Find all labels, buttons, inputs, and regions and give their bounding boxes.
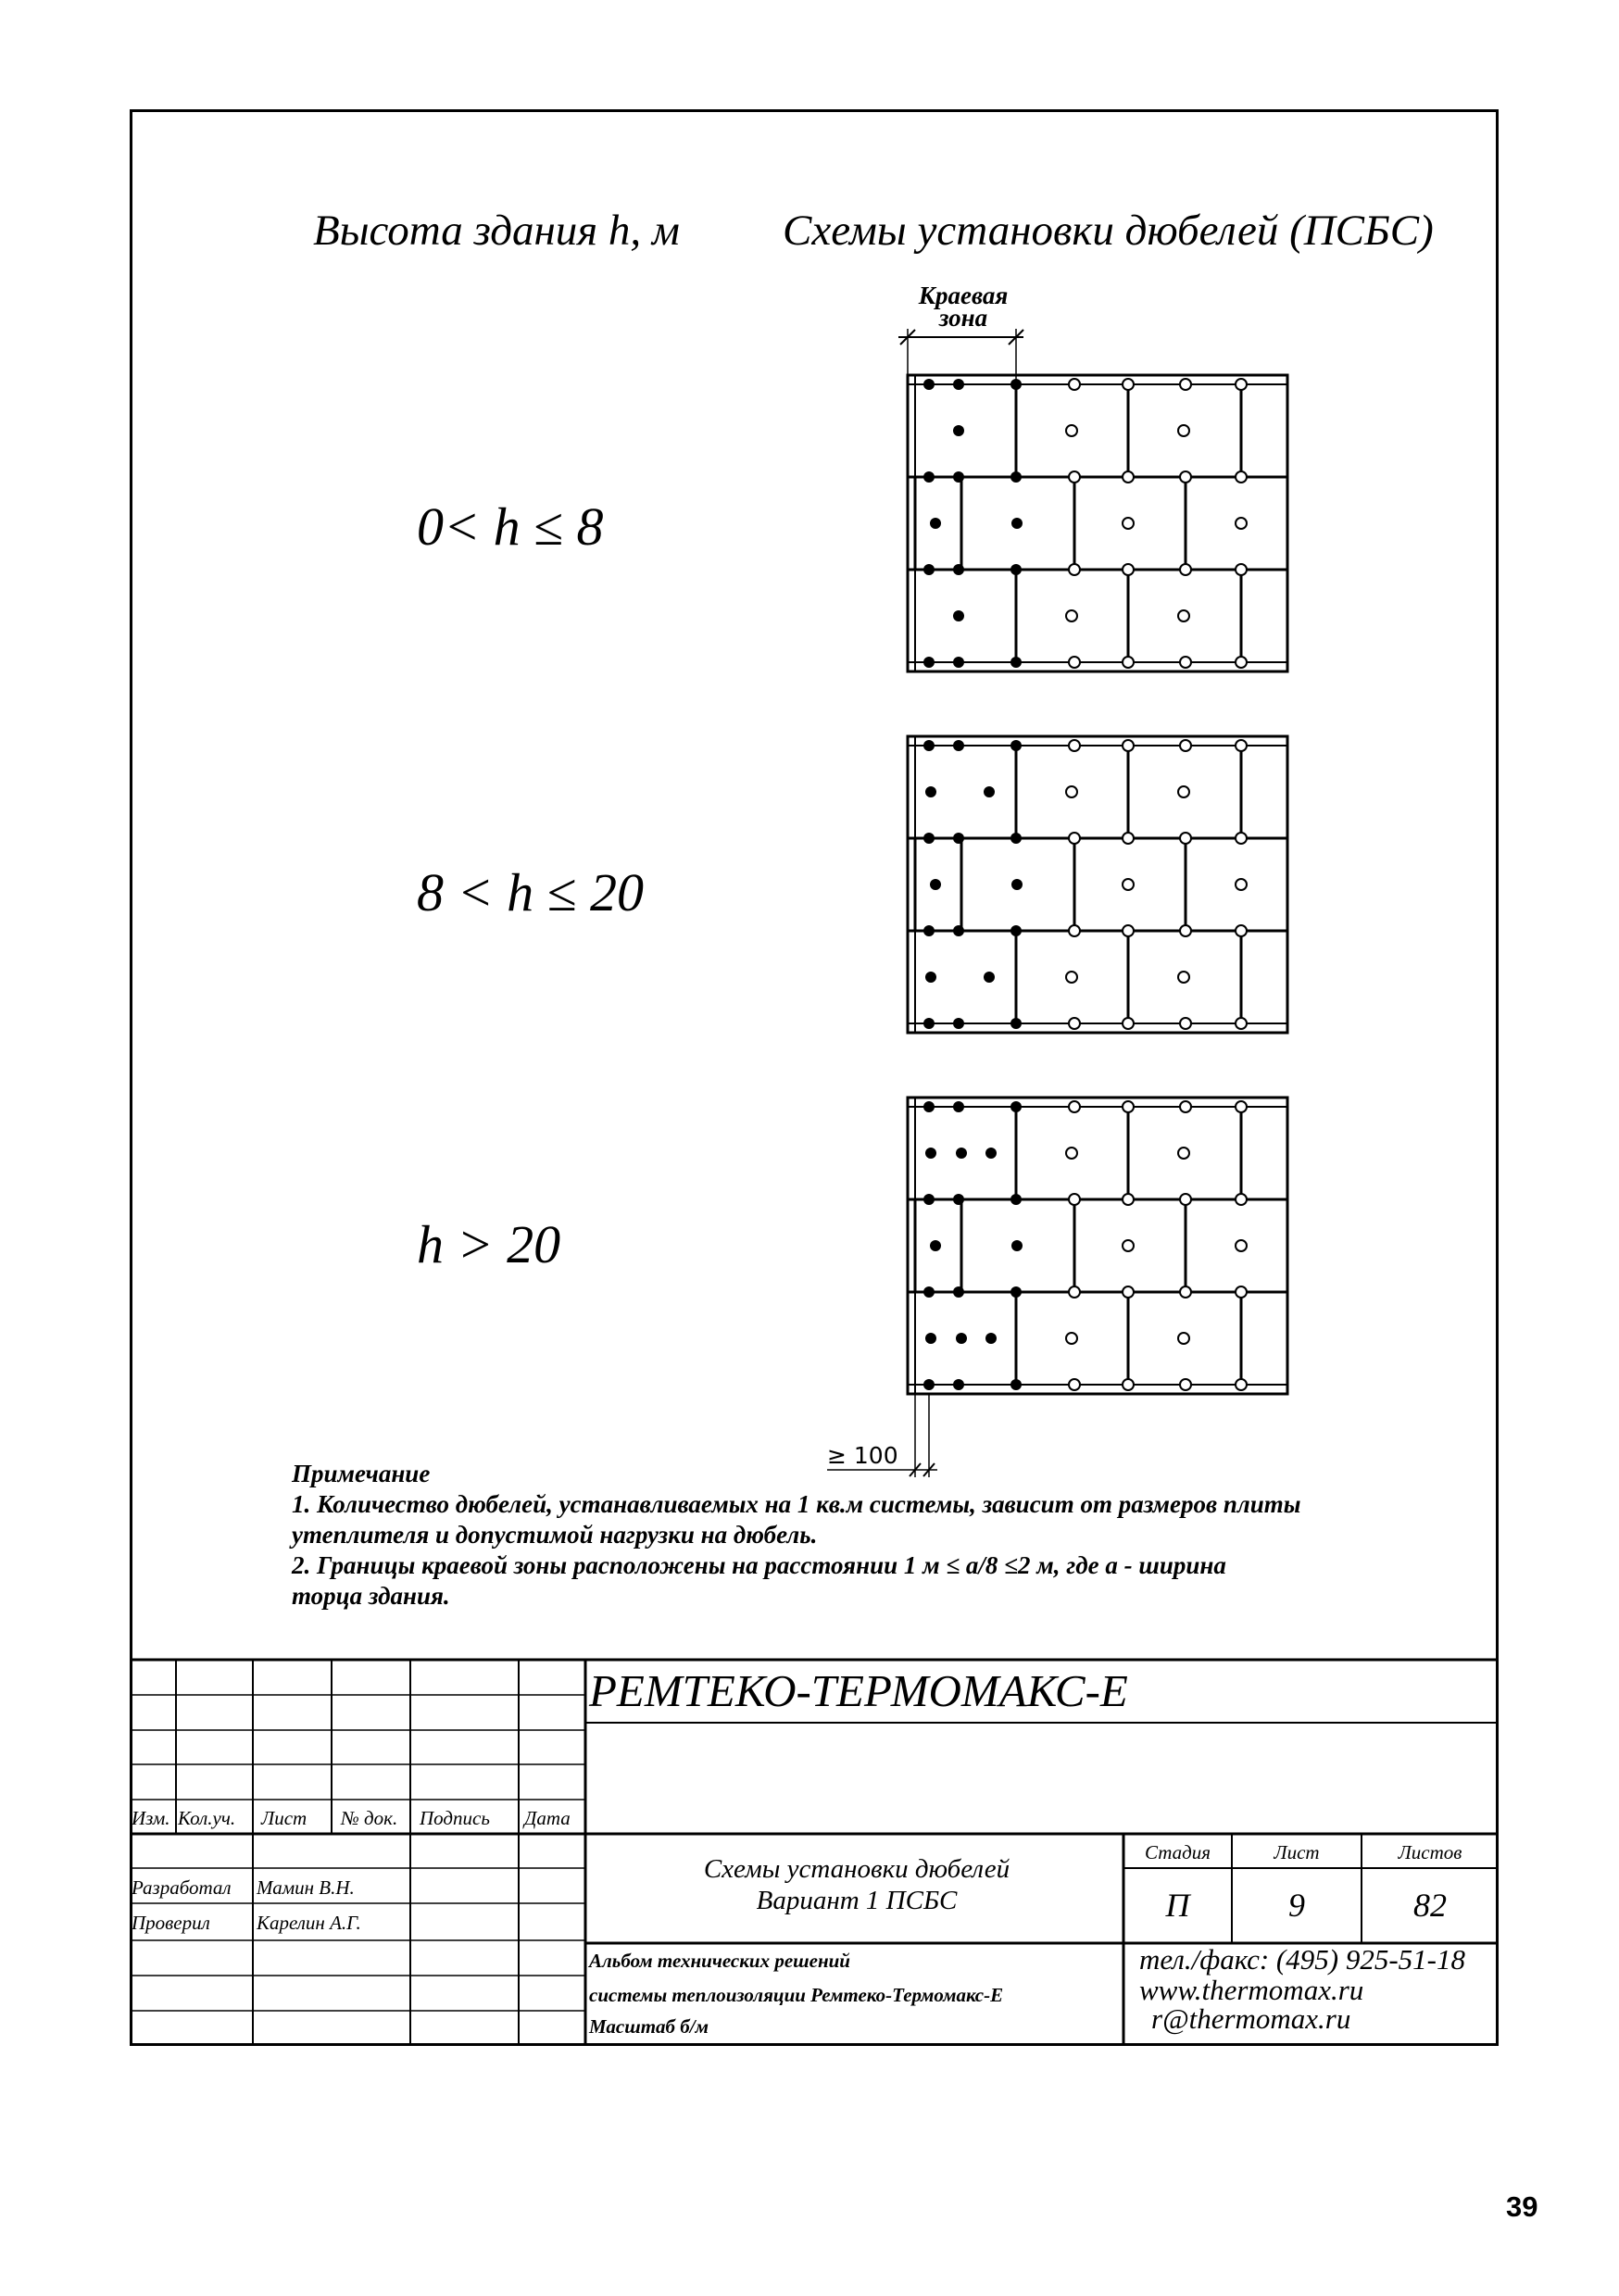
dowel-edge bbox=[953, 425, 964, 436]
dowel-field bbox=[1178, 610, 1189, 621]
stage-label: Стадия bbox=[1144, 1841, 1211, 1863]
dowel-edge bbox=[953, 833, 964, 844]
edge-zone-label-1: Краевая bbox=[918, 282, 1009, 309]
dowel-edge bbox=[923, 833, 935, 844]
dowel-edge bbox=[953, 1286, 964, 1298]
dowel-field bbox=[1178, 425, 1189, 436]
dowel-field bbox=[1236, 1018, 1247, 1029]
dowel-field bbox=[1123, 740, 1134, 751]
col-list: Лист bbox=[261, 1807, 307, 1829]
dowel-edge bbox=[930, 879, 941, 890]
dowel-field bbox=[1180, 379, 1191, 390]
dowel-edge bbox=[1010, 833, 1022, 844]
dowel-field bbox=[1236, 471, 1247, 483]
dowel-edge bbox=[1010, 657, 1022, 668]
dowel-field bbox=[1236, 1379, 1247, 1390]
dowel-field bbox=[1123, 833, 1134, 844]
dowel-field bbox=[1236, 379, 1247, 390]
dowel-edge bbox=[930, 1240, 941, 1251]
dowel-edge bbox=[923, 1194, 935, 1205]
drawing-title-1: Схемы установки дюбелей bbox=[703, 1854, 1010, 1884]
dowel-field bbox=[1069, 564, 1080, 575]
dowel-field bbox=[1180, 1194, 1191, 1205]
dowel-field bbox=[1069, 657, 1080, 668]
dowel-field bbox=[1180, 564, 1191, 575]
dowel-edge bbox=[923, 1101, 935, 1112]
dowel-field bbox=[1066, 972, 1077, 983]
dowel-field bbox=[1123, 564, 1134, 575]
dowel-edge bbox=[930, 518, 941, 529]
dowel-scheme-high bbox=[908, 1098, 1287, 1394]
dowel-field bbox=[1236, 740, 1247, 751]
height-column-title: Высота здания h, м bbox=[313, 207, 680, 255]
notes-block bbox=[292, 1459, 1300, 1612]
dowel-field bbox=[1123, 879, 1134, 890]
note-line-3: 2. Границы краевой зоны расположены на расстоянии 1 м ≤ а/8 ≤2 м, где а - ширина bbox=[292, 1551, 1226, 1579]
dowel-edge bbox=[985, 1148, 997, 1159]
dowel-edge bbox=[923, 657, 935, 668]
dowel-field bbox=[1180, 833, 1191, 844]
notes-title: Примечание bbox=[292, 1460, 431, 1487]
album-line-2: системы теплоизоляции Ремтеко-Термомакс-Е bbox=[589, 1984, 1004, 2006]
dowel-field bbox=[1236, 833, 1247, 844]
dowel-field bbox=[1069, 1018, 1080, 1029]
dowel-edge bbox=[953, 1379, 964, 1390]
dowel-edge bbox=[953, 657, 964, 668]
dowel-field bbox=[1236, 657, 1247, 668]
condition-low: 0< h ≤ 8 bbox=[417, 496, 604, 557]
dowel-edge bbox=[925, 786, 936, 797]
dowel-edge bbox=[985, 1333, 997, 1344]
col-izm: Изм. bbox=[132, 1807, 170, 1829]
dowel-edge bbox=[1010, 1018, 1022, 1029]
dowel-edge bbox=[923, 379, 935, 390]
dowel-edge bbox=[953, 740, 964, 751]
dowel-field bbox=[1123, 1286, 1134, 1298]
dowel-field bbox=[1123, 1018, 1134, 1029]
dowel-field bbox=[1123, 518, 1134, 529]
dowel-field bbox=[1123, 471, 1134, 483]
dowel-edge bbox=[923, 1379, 935, 1390]
dowel-edge bbox=[953, 925, 964, 936]
dimension-lines bbox=[827, 329, 1023, 1477]
dowel-field bbox=[1180, 1286, 1191, 1298]
scheme-column-title: Схемы установки дюбелей (ПСБС) bbox=[783, 207, 1434, 255]
dowel-field bbox=[1180, 471, 1191, 483]
album-line-1: Альбом технических решений bbox=[589, 1950, 850, 1972]
dowel-scheme-mid bbox=[908, 736, 1287, 1033]
dowel-edge bbox=[923, 925, 935, 936]
dowel-field bbox=[1069, 833, 1080, 844]
dowel-edge bbox=[1011, 879, 1023, 890]
sheets-label: Листов bbox=[1398, 1841, 1462, 1863]
dowel-edge bbox=[953, 379, 964, 390]
dowel-field bbox=[1123, 379, 1134, 390]
dowel-field bbox=[1069, 925, 1080, 936]
dowel-scheme-low bbox=[908, 375, 1287, 671]
page-number: 39 bbox=[1506, 2190, 1538, 2223]
dowel-edge bbox=[1010, 1379, 1022, 1390]
dowel-field bbox=[1236, 879, 1247, 890]
dowel-field bbox=[1180, 740, 1191, 751]
dowel-field bbox=[1236, 1101, 1247, 1112]
dowel-field bbox=[1123, 1240, 1134, 1251]
dowel-field bbox=[1180, 657, 1191, 668]
dowel-field bbox=[1123, 657, 1134, 668]
dowel-field bbox=[1180, 1018, 1191, 1029]
dowel-edge bbox=[925, 1148, 936, 1159]
role-checker: Проверил bbox=[132, 1912, 210, 1934]
note-line-2: утеплителя и допустимой нагрузки на дюбель. bbox=[292, 1521, 818, 1549]
dowel-edge bbox=[953, 471, 964, 483]
dowel-field bbox=[1069, 1379, 1080, 1390]
dowel-edge bbox=[953, 610, 964, 621]
col-date: Дата bbox=[524, 1807, 571, 1829]
sheet-value: 9 bbox=[1288, 1887, 1305, 1924]
dowel-field bbox=[1123, 1379, 1134, 1390]
dowel-edge bbox=[1010, 925, 1022, 936]
scheme-outline bbox=[908, 1098, 1287, 1394]
col-kol-uch: Кол.уч. bbox=[178, 1807, 236, 1829]
col-doc-num: № док. bbox=[341, 1807, 398, 1829]
name-checker: Карелин А.Г. bbox=[257, 1912, 361, 1934]
dowel-edge bbox=[1010, 1286, 1022, 1298]
phone: тел./факс: (495) 925-51-18 bbox=[1139, 1943, 1465, 1976]
condition-high: h > 20 bbox=[417, 1214, 561, 1274]
scheme-outline bbox=[908, 375, 1287, 671]
dowel-field bbox=[1069, 471, 1080, 483]
dowel-field bbox=[1180, 925, 1191, 936]
dowel-edge bbox=[1010, 564, 1022, 575]
dowel-edge bbox=[923, 471, 935, 483]
sheet-label: Лист bbox=[1274, 1841, 1320, 1863]
dowel-field bbox=[1069, 740, 1080, 751]
drawing-title-2: Вариант 1 ПСБС bbox=[756, 1886, 958, 1915]
dowel-field bbox=[1069, 379, 1080, 390]
dowel-edge bbox=[1010, 379, 1022, 390]
dowel-field bbox=[1066, 1333, 1077, 1344]
edge-zone-label-2: зона bbox=[938, 304, 988, 332]
dowel-edge bbox=[953, 564, 964, 575]
dowel-edge bbox=[953, 1101, 964, 1112]
role-developer: Разработал bbox=[132, 1876, 232, 1899]
stage-value: П bbox=[1165, 1887, 1190, 1924]
dowel-edge bbox=[923, 564, 935, 575]
name-developer: Мамин В.Н. bbox=[257, 1876, 355, 1899]
dowel-edge bbox=[923, 740, 935, 751]
dowel-field bbox=[1178, 786, 1189, 797]
dowel-edge bbox=[956, 1333, 967, 1344]
dowel-field bbox=[1066, 786, 1077, 797]
dowel-edge bbox=[953, 1018, 964, 1029]
min-distance-label: ≥ 100 bbox=[827, 1442, 898, 1469]
note-line-4: торца здания. bbox=[292, 1582, 450, 1610]
dowel-field bbox=[1178, 972, 1189, 983]
scale-label: Масштаб б/м bbox=[589, 2015, 709, 2038]
dowel-field bbox=[1236, 1240, 1247, 1251]
dowel-field bbox=[1236, 1194, 1247, 1205]
dowel-field bbox=[1178, 1333, 1189, 1344]
note-line-1: 1. Количество дюбелей, устанавливаемых на 1 кв.м системы, зависит от размеров плиты bbox=[292, 1490, 1301, 1518]
dowel-field bbox=[1123, 1101, 1134, 1112]
dowel-field bbox=[1066, 610, 1077, 621]
dowel-edge bbox=[1010, 1194, 1022, 1205]
dowel-field bbox=[1069, 1286, 1080, 1298]
dowel-field bbox=[1236, 564, 1247, 575]
sheets-value: 82 bbox=[1413, 1887, 1447, 1924]
dowel-edge bbox=[956, 1148, 967, 1159]
dowel-edge bbox=[1011, 1240, 1023, 1251]
dowel-field bbox=[1236, 1286, 1247, 1298]
email: r@thermomax.ru bbox=[1151, 2002, 1351, 2035]
dowel-edge bbox=[984, 786, 995, 797]
company-name: РЕМТЕКО-ТЕРМОМАКС-Е bbox=[589, 1665, 1128, 1716]
dowel-field bbox=[1236, 925, 1247, 936]
scheme-outline bbox=[908, 736, 1287, 1033]
dowel-edge bbox=[925, 1333, 936, 1344]
dowel-edge bbox=[984, 972, 995, 983]
website: www.thermomax.ru bbox=[1139, 1974, 1364, 2006]
dowel-field bbox=[1066, 1148, 1077, 1159]
dowel-edge bbox=[925, 972, 936, 983]
dowel-field bbox=[1178, 1148, 1189, 1159]
dowel-edge bbox=[923, 1286, 935, 1298]
dowel-edge bbox=[1010, 740, 1022, 751]
dowel-edge bbox=[953, 1194, 964, 1205]
dowel-field bbox=[1180, 1101, 1191, 1112]
dowel-edge bbox=[923, 1018, 935, 1029]
dowel-field bbox=[1066, 425, 1077, 436]
dowel-edge bbox=[1011, 518, 1023, 529]
dowel-edge bbox=[1010, 1101, 1022, 1112]
dowel-field bbox=[1180, 1379, 1191, 1390]
dowel-field bbox=[1069, 1101, 1080, 1112]
dowel-field bbox=[1236, 518, 1247, 529]
col-signature: Подпись bbox=[420, 1807, 490, 1829]
dowel-field bbox=[1123, 1194, 1134, 1205]
condition-mid: 8 < h ≤ 20 bbox=[417, 862, 644, 922]
dowel-edge bbox=[1010, 471, 1022, 483]
dowel-field bbox=[1069, 1194, 1080, 1205]
dowel-field bbox=[1123, 925, 1134, 936]
